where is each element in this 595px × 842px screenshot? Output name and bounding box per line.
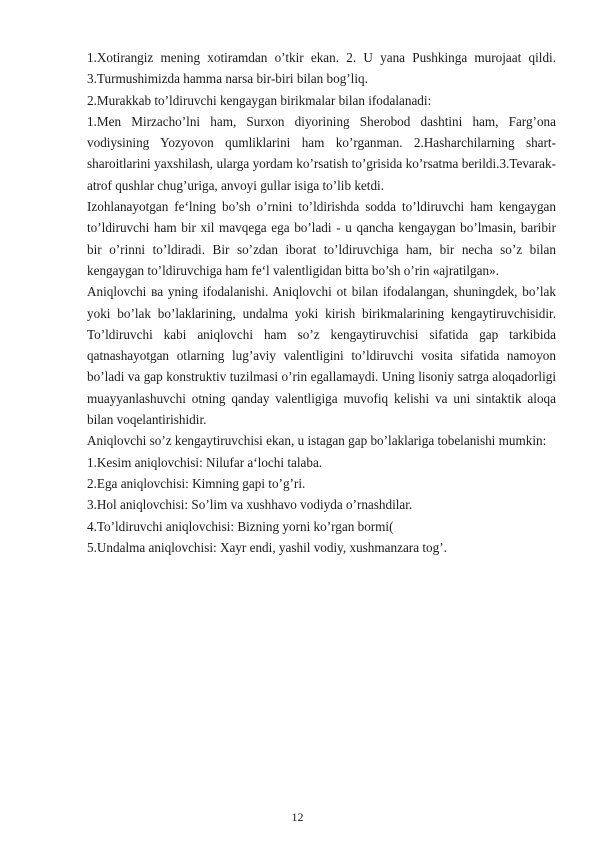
paragraph-aniqlovchi-soz: Aniqlovchi so’z kengaytiruvchisi ekan, u istagan gap bo’laklariga tobelanishi mumkin: — [87, 433, 547, 449]
paragraph-examples-1: 1.Xotirangiz mening xotiramdan o’tkir ekan. 2. U yana Pushkinga murojaat qildi. 3.Turmushimizda hamma narsa bir-biri bilan bog’liq. — [87, 50, 556, 87]
paragraph-examples-2: 1.Men Mirzacho’lni ham, Surxon diyorining Sherobod dashtini ham, Farg’ona vodiysining Yozyovon qumliklarini ham ko’rganman. 2.Hasharchilarning shart-sharoitlarini yaxshilash, ularga yordam ko’rsatish to’grisida ko’rsatma berildi.3.Tevarak-atrof qushlar chug’uriga, anvoyi gullar isiga to’lib ketdi. — [87, 113, 556, 193]
list-item-toldiruvchi: 4.To’ldiruvchi aniqlovchisi: Bizning yorni ko’rgan bormi( — [87, 518, 394, 534]
list-item-undalma: 5.Undalma aniqlovchisi: Xayr endi, yashil vodiy, xushmanzara tog’. — [87, 539, 447, 555]
paragraph-izohlanayotgan: Izohlanayotgan fe‘lning bo’sh o’rnini to’ldirishda sodda to’ldiruvchi ham kengaygan to’ldiruvchi ham bir xil mavqega ega bo’ladi - u qancha kengaygan bo’lmasin, baribir bir o’rinni to’ldiradi. Bir so’zdan iborat to’ldiruvchiga ham, bir necha so’z bilan kengaygan to’ldiruvchiga ham fe‘l valentligidan bitta bo’sh o’rin «ajratilgan». — [87, 199, 556, 278]
paragraph-aniqlovchi: Aniqlovchi ва yning ifodalanishi. Aniqlovchi ot bilan ifodalangan, shuningdek, bo’lak yoki bo’lak bo’laklarining, undalma yoki kirish birikmalarining kengaytiruvchisidir. To’ldiruvchi kabi aniqlovchi ham so’z kengaytiruvchisi sifatida gap tarkibida qatnashayotgan otlarning lug’aviy valentligini to’ldiruvchi vosita sifatida namoyon bo’ladi va gap konstruktiv tuzilmasi o’rin egallamaydi. Uning lisoniy satrga aloqadorligi muayyanlashuvchi otning qanday valentligiga muvofiq kelishi va uni sintaktik aloqa bilan voqelantirishidir. — [87, 284, 556, 428]
document-body — [87, 47, 556, 558]
list-item-kesim: 1.Kesim aniqlovchisi: Nilufar a‘lochi talaba. — [87, 454, 323, 470]
paragraph-heading-murakkab: 2.Murakkab to’ldiruvchi kengaygan birikmalar bilan ifodalanadi: — [87, 92, 432, 108]
list-item-ega: 2.Ega aniqlovchisi: Kimning gapi to’g’ri. — [87, 475, 306, 491]
page-number: 12 — [291, 810, 304, 824]
list-item-hol: 3.Hol aniqlovchisi: So’lim va xushhavo vodiyda o’rnashdilar. — [87, 497, 413, 513]
